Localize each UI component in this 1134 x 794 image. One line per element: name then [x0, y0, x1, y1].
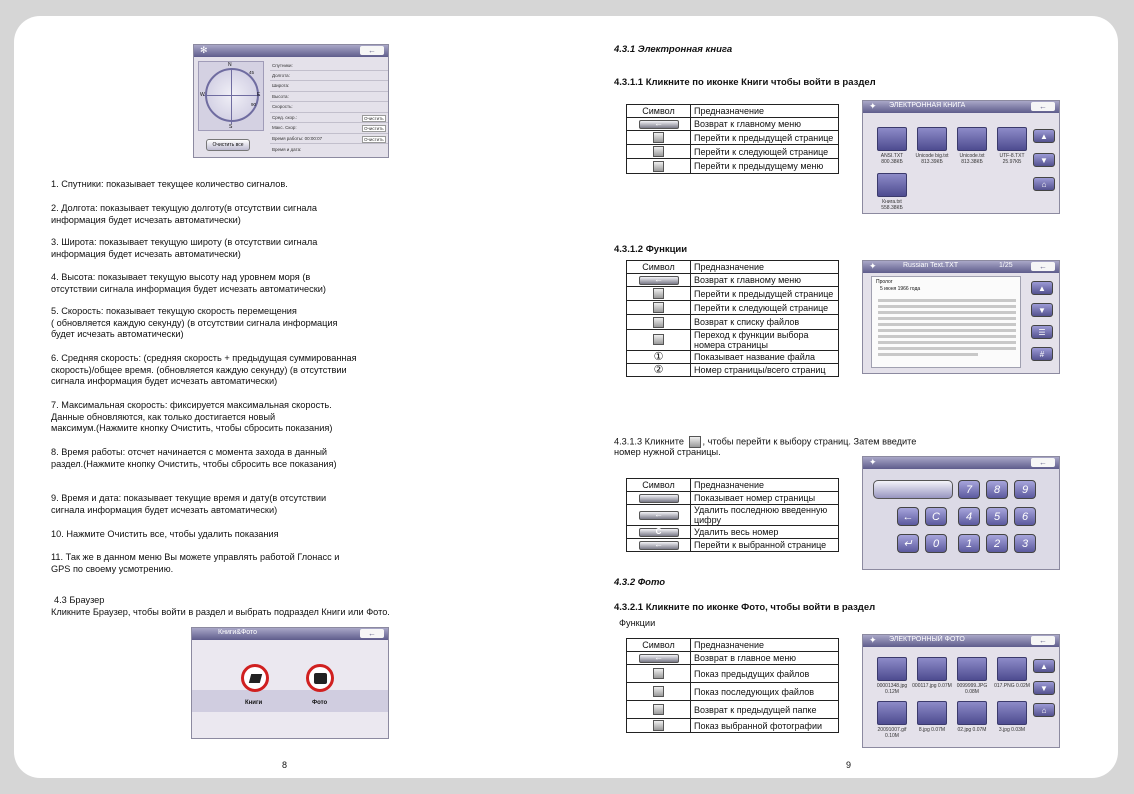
photo-label: 017.PNG 0.02M	[994, 683, 1030, 689]
file-label: Unicode.txt 813.38КБ	[959, 153, 985, 165]
heading-4-3-1: 4.3.1 Электронная книга	[614, 44, 733, 55]
gps-field-latitude: Широта:	[272, 83, 290, 88]
browser-selection-band	[192, 690, 388, 712]
back-arrow-icon: ←	[1031, 102, 1055, 111]
back-button-icon	[639, 276, 679, 285]
satellite-icon: ✻	[200, 45, 208, 55]
key-5[interactable]: 5	[986, 507, 1008, 526]
photo-label: 0099999.JPG 0.08M	[956, 683, 988, 695]
prev-files-icon	[653, 668, 664, 679]
photo-symbol-table	[626, 638, 839, 733]
browser-section-title: 4.3 Браузер	[54, 595, 105, 605]
browser-title: Книги&Фото	[218, 629, 258, 636]
gps-p3: 3. Широта: показывает текущую широту (в отсутствии сигнала информация будет исчезать автоматически)	[51, 237, 318, 259]
photo-label: 8.jpg 0.07M	[918, 727, 946, 733]
reader-date: 5 июня 1966 года	[880, 286, 921, 292]
clear-avg-button[interactable]: Очистить	[364, 116, 384, 121]
parent-folder-button[interactable]: ⌂	[1033, 703, 1055, 717]
t2-desc: Перейти к предыдущей странице	[691, 287, 839, 301]
next-files-icon	[653, 686, 664, 697]
photo-label: 02.jpg 0.07M	[957, 727, 987, 733]
compass-s: S	[229, 124, 233, 130]
books-label[interactable]: Книги	[245, 700, 263, 706]
key-0[interactable]: 0	[925, 534, 947, 553]
col-symbol: Символ	[627, 639, 691, 652]
heading-4-3-1-2: 4.3.1.2 Функции	[614, 244, 688, 255]
photo-tile[interactable]	[917, 701, 947, 725]
photo-tile[interactable]	[957, 657, 987, 681]
page-spread	[14, 16, 1118, 778]
clear-max-button[interactable]: Очистить	[364, 126, 384, 131]
key-4[interactable]: 4	[958, 507, 980, 526]
back-arrow-icon: ←	[1031, 262, 1055, 271]
page-select-icon	[653, 334, 664, 345]
reader-symbol-table	[626, 260, 839, 377]
keypad-symbol-table	[626, 478, 839, 552]
file-list-button[interactable]: ☰	[1031, 325, 1053, 339]
photo-tile[interactable]	[877, 701, 907, 725]
gps-title-bar	[194, 45, 388, 57]
t2-desc: Показывает название файла	[691, 350, 839, 363]
file-label: Unicode big.txt 813.39КБ	[915, 153, 949, 165]
gps-field-speed: Скорость:	[272, 104, 293, 109]
next-page-button[interactable]: ▼	[1033, 153, 1055, 167]
t3-desc: Удалить последнюю введенную цифру	[691, 505, 839, 526]
show-photo-icon	[653, 720, 664, 731]
gps-screenshot	[193, 44, 389, 158]
title-bar-icon: ✦	[869, 101, 877, 111]
backspace-icon	[639, 511, 679, 520]
file-tile[interactable]	[917, 127, 947, 151]
compass-45: 45	[249, 70, 255, 75]
next-page-button[interactable]: ▼	[1031, 303, 1053, 317]
back-button-icon	[639, 654, 679, 663]
title-bar-icon: ✦	[869, 457, 877, 467]
t1-desc: Возврат к главному меню	[691, 118, 839, 131]
prev-menu-icon	[653, 161, 664, 172]
col-purpose: Предназначение	[691, 261, 839, 274]
para-4-3-1-3: 4.3.1.3 Кликните , чтобы перейти к выбору страниц. Затем введите	[614, 436, 917, 447]
photo-screenshot	[862, 634, 1060, 748]
gps-p6: 6. Средняя скорость: (средняя скорость + предыдущая суммированная скорость)/общее время. (обновляется каждую секунду) (в отсутствии сигнала информация будет исчезать автоматически)	[51, 353, 357, 386]
key-1[interactable]: 1	[958, 534, 980, 553]
reader-title-bar	[863, 261, 1059, 273]
para-4-3-1-3-line2: номер нужной страницы.	[614, 447, 721, 457]
title-bar-icon: ✦	[869, 261, 877, 271]
photo-tile[interactable]	[917, 657, 947, 681]
photo-tile[interactable]	[997, 657, 1027, 681]
t2-desc: Возврат к списку файлов	[691, 315, 839, 329]
page-number-display	[873, 480, 953, 499]
photo-title-bar	[863, 635, 1059, 647]
gps-field-longitude: Долгота:	[272, 73, 290, 78]
keypad-screenshot	[862, 456, 1060, 570]
enter-icon	[639, 541, 679, 550]
back-arrow-icon: ←	[360, 629, 384, 638]
col-symbol: Символ	[627, 479, 691, 492]
circled-one-icon: ①	[627, 350, 691, 363]
file-label: UTF-8.TXT 25.97КБ	[999, 153, 1025, 165]
next-page-icon	[653, 146, 664, 157]
gps-p7: 7. Максимальная скорость: фиксируется максимальная скорость. Данные обновляются, как только достигается новый максимум.(Нажмите кнопку Очистить, чтобы сбросить показания)	[51, 400, 333, 433]
t3-desc: Перейти к выбранной странице	[691, 539, 839, 552]
gps-p11: 11. Так же в данном меню Вы можете управлять работой Глонасс и GPS по своему усмотрению.	[51, 552, 340, 574]
reader-page-count: 1/25	[999, 262, 1013, 269]
books-screenshot	[862, 100, 1060, 214]
compass-panel	[198, 61, 264, 131]
page-select-button[interactable]: #	[1031, 347, 1053, 361]
t4-desc: Показ выбранной фотографии	[691, 719, 839, 733]
books-screen-title: ЭЛЕКТРОННАЯ КНИГА	[889, 102, 966, 109]
clear-all-button[interactable]: Очистить все	[206, 139, 250, 151]
file-tile[interactable]	[877, 127, 907, 151]
prev-page-button[interactable]: ▲	[1031, 281, 1053, 295]
clear-key[interactable]: C	[925, 507, 947, 526]
t2-desc: Номер страницы/всего страниц	[691, 363, 839, 376]
gps-p5: 5. Скорость: показывает текущую скорость перемещения ( обновляется каждую секунду) (в отсутствии сигнала информация будет исчезать автоматически)	[51, 306, 338, 339]
t1-desc: Перейти к предыдущей странице	[691, 131, 839, 145]
reader-text-area	[871, 276, 1021, 368]
t2-desc: Возврат к главному меню	[691, 274, 839, 287]
file-list-icon	[653, 317, 664, 328]
t3-desc: Показывает номер страницы	[691, 492, 839, 505]
photo-label: 20091007.gif 0.10M	[877, 727, 907, 739]
key-3[interactable]: 3	[1014, 534, 1036, 553]
clear-runtime-button[interactable]: Очистить	[364, 137, 384, 142]
file-tile[interactable]	[877, 173, 907, 197]
compass-90: 90	[251, 102, 257, 107]
file-label: ANSI.TXT 800.38КБ	[880, 153, 904, 165]
gps-field-runtime: Время работы: 00:00:07	[272, 136, 323, 141]
circled-two-icon: ②	[627, 363, 691, 376]
t1-desc: Перейти к следующей странице	[691, 145, 839, 159]
compass-e: E	[257, 92, 261, 98]
prev-page-button[interactable]: ▲	[1033, 129, 1055, 143]
photo-icon[interactable]	[306, 664, 334, 692]
file-label: Книга.txt 558.38КБ	[881, 199, 903, 211]
prev-page-icon	[653, 132, 664, 143]
page-number-left: 8	[282, 760, 288, 770]
home-button[interactable]: ⌂	[1033, 177, 1055, 191]
heading-4-3-2: 4.3.2 Фото	[614, 577, 666, 588]
backspace-key[interactable]: ←	[897, 507, 919, 526]
t4-desc: Возврат к предыдущей папке	[691, 701, 839, 719]
gps-field-altitude: Высота:	[272, 94, 289, 99]
browser-screenshot	[191, 627, 389, 739]
gps-p10: 10. Нажмите Очистить все, чтобы удалить показания	[51, 529, 279, 539]
photo-label: 00001348.jpg 0.12M	[876, 683, 908, 695]
col-purpose: Предназначение	[691, 105, 839, 118]
browser-title-bar	[192, 628, 388, 640]
books-title-bar	[863, 101, 1059, 113]
back-arrow-icon: ←	[1031, 636, 1055, 645]
col-purpose: Предназначение	[691, 479, 839, 492]
photo-tile[interactable]	[997, 701, 1027, 725]
prev-files-button[interactable]: ▲	[1033, 659, 1055, 673]
next-page-icon	[653, 302, 664, 313]
prev-page-icon	[653, 288, 664, 299]
t3-desc: Удалить весь номер	[691, 526, 839, 539]
next-files-button[interactable]: ▼	[1033, 681, 1055, 695]
gps-p9: 9. Время и дата: показывает текущие время и дату(в отсутствии сигнала информация будет исчезать автоматически)	[51, 493, 327, 515]
col-symbol: Символ	[627, 261, 691, 274]
key-9[interactable]: 9	[1014, 480, 1036, 499]
gps-field-datetime: Время и дата:	[272, 147, 302, 152]
photo-screen-title: ЭЛЕКТРОННЫЙ ФОТО	[889, 636, 965, 643]
heading-4-3-1-1: 4.3.1.1 Кликните по иконке Книги чтобы войти в раздел	[614, 77, 876, 88]
browser-section-text: Кликните Браузер, чтобы войти в раздел и выбрать подраздел Книги или Фото.	[51, 607, 390, 617]
enter-key[interactable]: ↵	[897, 534, 919, 553]
gps-p1: 1. Спутники: показывает текущее количество сигналов.	[51, 179, 288, 189]
key-6[interactable]: 6	[1014, 507, 1036, 526]
title-bar-icon: ✦	[869, 635, 877, 645]
t4-desc: Показ последующих файлов	[691, 683, 839, 701]
reader-screenshot	[862, 260, 1060, 374]
photo-label: 3.jpg 0.03M	[998, 727, 1026, 733]
back-button-icon	[639, 120, 679, 129]
photo-tile[interactable]	[877, 657, 907, 681]
clear-icon	[639, 528, 679, 537]
key-2[interactable]: 2	[986, 534, 1008, 553]
gps-field-avg-speed: Сред. скор.:	[272, 115, 298, 120]
back-arrow-icon: ←	[360, 46, 384, 55]
photo-label: 000117.jpg 0.07M	[912, 683, 952, 689]
reader-file-title: Russian Text.TXT	[903, 262, 959, 269]
compass-n: N	[228, 62, 232, 68]
t2-desc: Переход к функции выбора номера страницы	[691, 329, 839, 350]
key-8[interactable]: 8	[986, 480, 1008, 499]
reader-heading: Пролог	[876, 279, 893, 285]
t4-desc: Показ предыдущих файлов	[691, 665, 839, 683]
gps-field-max-speed: Макс. Скор:	[272, 125, 297, 130]
photo-label[interactable]: Фото	[312, 700, 328, 706]
books-icon[interactable]	[241, 664, 269, 692]
t2-desc: Перейти к следующей странице	[691, 301, 839, 315]
keypad-title-bar	[863, 457, 1059, 469]
gps-field-satellites: Спутники:	[272, 63, 293, 68]
t4-desc: Возврат в главное меню	[691, 652, 839, 665]
back-arrow-icon: ←	[1031, 458, 1055, 467]
col-symbol: Символ	[627, 105, 691, 118]
file-tile[interactable]	[957, 127, 987, 151]
gps-p2: 2. Долгота: показывает текущую долготу(в отсутствии сигнала информация будет исчезать автоматически)	[51, 203, 318, 225]
gps-p8: 8. Время работы: отсчет начинается с момента захода в данный раздел.(Нажмите кнопку Очистить, чтобы сбросить все показания)	[51, 447, 337, 469]
page-number-field-icon	[639, 494, 679, 503]
t1-desc: Перейти к предыдущему меню	[691, 159, 839, 173]
gps-fields	[270, 61, 388, 157]
key-7[interactable]: 7	[958, 480, 980, 499]
heading-4-3-2-1: 4.3.2.1 Кликните по иконке Фото, чтобы войти в раздел	[614, 602, 876, 613]
parent-folder-icon	[653, 704, 664, 715]
page-number-right: 9	[846, 760, 852, 770]
functions-label: Функции	[619, 618, 656, 628]
gps-p4: 4. Высота: показывает текущую высоту над уровнем моря (в отсутствии сигнала информация будет исчезать автоматически)	[51, 272, 326, 294]
books-symbol-table	[626, 104, 839, 174]
photo-tile[interactable]	[957, 701, 987, 725]
col-purpose: Предназначение	[691, 639, 839, 652]
compass-w: W	[200, 92, 205, 98]
file-tile[interactable]	[997, 127, 1027, 151]
